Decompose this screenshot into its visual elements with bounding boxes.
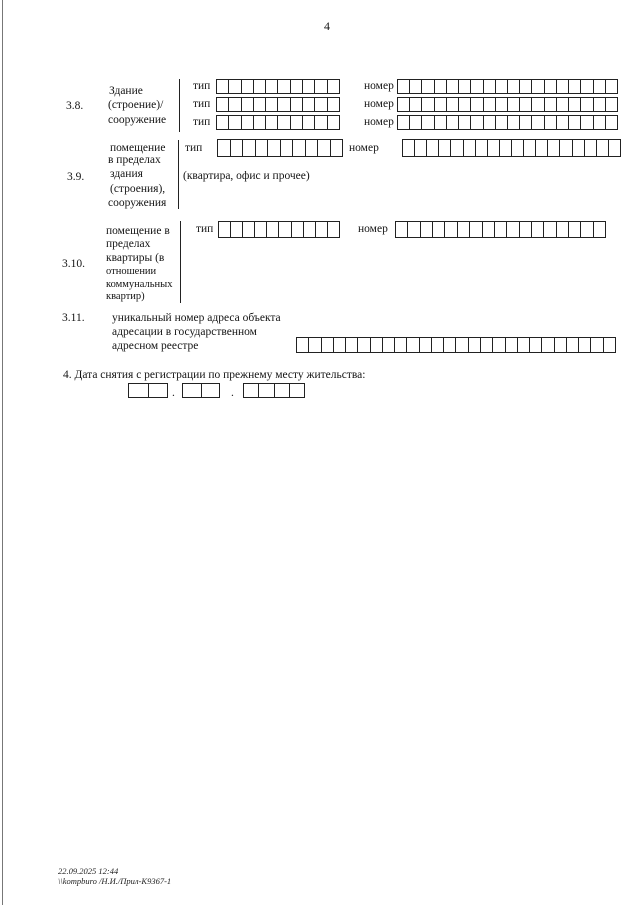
char-cell[interactable] [410,98,422,111]
char-cell[interactable] [470,222,482,237]
char-cell[interactable] [242,80,254,93]
char-cell[interactable] [459,98,471,111]
number-label: номер [364,116,394,128]
building-type-cells-1[interactable] [216,79,340,94]
type-label: тип [185,142,203,154]
char-cell[interactable] [594,98,606,111]
char-cell[interactable] [398,80,410,93]
char-cell[interactable] [231,222,243,237]
char-cell[interactable] [422,116,434,129]
char-cell[interactable] [244,384,259,397]
section-number: 3.8. [66,100,84,112]
char-cell[interactable] [495,222,507,237]
char-cell[interactable] [410,116,422,129]
char-cell[interactable] [403,140,415,156]
number-label: номер [349,142,379,154]
char-cell[interactable] [346,338,358,352]
char-cell[interactable] [217,98,229,111]
section-number: 3.11. [62,312,85,324]
char-cell[interactable] [532,222,544,237]
page-number: 4 [324,19,330,33]
char-cell[interactable] [459,116,471,129]
building-type-cells-2[interactable] [216,97,340,112]
char-cell[interactable] [396,222,408,237]
char-cell[interactable] [481,338,493,352]
char-cell[interactable] [456,338,468,352]
char-cell[interactable] [278,98,290,111]
char-cell[interactable] [432,338,444,352]
section-number: 3.9. [67,171,85,183]
building-number-cells-1[interactable] [397,79,618,94]
date-separator: . [231,387,234,399]
char-cell[interactable] [303,80,315,93]
divider-line [178,140,179,209]
char-cell[interactable] [255,222,267,237]
char-cell[interactable] [229,80,241,93]
char-cell[interactable] [591,338,603,352]
char-cell[interactable] [451,140,463,156]
char-cell[interactable] [306,140,319,156]
section-label-line: адресном реестре [112,340,199,352]
premises-number-cells[interactable] [402,139,621,157]
char-cell[interactable] [536,140,548,156]
char-cell[interactable] [433,222,445,237]
char-cell[interactable] [129,384,149,397]
type-label: тип [193,116,211,128]
divider-line [179,79,180,132]
char-cell[interactable] [297,338,309,352]
char-cell[interactable] [569,98,581,111]
section-label-line: сооружения [108,197,167,209]
char-cell[interactable] [581,98,593,111]
char-cell[interactable] [439,140,451,156]
char-cell[interactable] [530,338,542,352]
char-cell[interactable] [520,116,532,129]
char-cell[interactable] [383,338,395,352]
char-cell[interactable] [334,338,346,352]
char-cell[interactable] [328,98,339,111]
char-cell[interactable] [331,140,343,156]
char-cell[interactable] [291,116,303,129]
char-cell[interactable] [408,222,420,237]
char-cell[interactable] [488,140,500,156]
room-number-cells[interactable] [395,221,606,238]
char-cell[interactable] [410,80,422,93]
char-cell[interactable] [279,222,291,237]
section-label-line: (строение)/ [108,99,164,111]
section-label-line: помещение [110,142,166,154]
char-cell[interactable] [358,338,370,352]
char-cell[interactable] [219,222,231,237]
char-cell[interactable] [520,222,532,237]
char-cell[interactable] [471,116,483,129]
char-cell[interactable] [520,80,532,93]
char-cell[interactable] [395,338,407,352]
section-label-line: квартир) [106,291,145,302]
char-cell[interactable] [371,338,383,352]
char-cell[interactable] [435,98,447,111]
type-label: тип [193,98,211,110]
char-cell[interactable] [266,80,278,93]
char-cell[interactable] [594,80,606,93]
char-cell[interactable] [243,140,256,156]
char-cell[interactable] [315,116,327,129]
char-cell[interactable] [290,384,304,397]
deregistration-date-title: 4. Дата снятия с регистрации по прежнему месту жительства: [63,369,366,381]
char-cell[interactable] [322,338,334,352]
char-cell[interactable] [545,116,557,129]
char-cell[interactable] [422,80,434,93]
char-cell[interactable] [292,222,304,237]
char-cell[interactable] [318,140,331,156]
char-cell[interactable] [398,116,410,129]
char-cell[interactable] [594,116,606,129]
char-cell[interactable] [328,116,339,129]
char-cell[interactable] [483,222,495,237]
char-cell[interactable] [496,116,508,129]
char-cell[interactable] [229,98,241,111]
char-cell[interactable] [447,98,459,111]
char-cell[interactable] [259,384,274,397]
char-cell[interactable] [183,384,202,397]
date-year-cells[interactable] [243,383,305,398]
char-cell[interactable] [242,98,254,111]
char-cell[interactable] [594,222,605,237]
number-label: номер [358,223,388,235]
char-cell[interactable] [606,116,617,129]
char-cell[interactable] [544,222,556,237]
char-cell[interactable] [229,116,241,129]
char-cell[interactable] [420,338,432,352]
number-label: номер [364,98,394,110]
char-cell[interactable] [507,222,519,237]
char-cell[interactable] [447,116,459,129]
char-cell[interactable] [569,222,581,237]
premises-type-hint: (квартира, офис и прочее) [183,170,310,182]
char-cell[interactable] [496,98,508,111]
type-label: тип [193,80,211,92]
building-type-cells-3[interactable] [216,115,340,130]
char-cell[interactable] [254,80,266,93]
char-cell[interactable] [445,222,457,237]
char-cell[interactable] [532,80,544,93]
section-label-line: квартиры (в [106,252,165,264]
document-reference: \\kompburo /Н.И./Прил-К9367-1 [58,876,172,886]
print-timestamp: 22.09.2025 12:44 [58,866,119,876]
char-cell[interactable] [266,116,278,129]
char-cell[interactable] [518,338,530,352]
char-cell[interactable] [484,98,496,111]
char-cell[interactable] [149,384,168,397]
char-cell[interactable] [421,222,433,237]
char-cell[interactable] [281,140,294,156]
char-cell[interactable] [508,98,520,111]
char-cell[interactable] [476,140,488,156]
char-cell[interactable] [557,98,569,111]
char-cell[interactable] [316,222,328,237]
char-cell[interactable] [256,140,269,156]
section-label-line: (строения), [110,183,166,195]
char-cell[interactable] [557,116,569,129]
char-cell[interactable] [268,140,281,156]
char-cell[interactable] [520,98,532,111]
scan-edge-line [2,0,3,905]
char-cell[interactable] [609,140,620,156]
section-label-line: помещение в [106,225,170,237]
char-cell[interactable] [315,80,327,93]
char-cell[interactable] [524,140,536,156]
char-cell[interactable] [557,222,569,237]
char-cell[interactable] [471,98,483,111]
char-cell[interactable] [545,80,557,93]
char-cell[interactable] [512,140,524,156]
char-cell[interactable] [427,140,439,156]
char-cell[interactable] [459,80,471,93]
char-cell[interactable] [291,98,303,111]
char-cell[interactable] [548,140,560,156]
section-number: 3.10. [62,258,85,270]
date-day-cells[interactable] [128,383,168,398]
char-cell[interactable] [291,80,303,93]
char-cell[interactable] [293,140,306,156]
date-separator: . [172,387,175,399]
char-cell[interactable] [532,116,544,129]
building-number-cells-3[interactable] [397,115,618,130]
address-registry-number-cells[interactable] [296,337,616,353]
char-cell[interactable] [506,338,518,352]
char-cell[interactable] [447,80,459,93]
section-label-line: здания [110,168,143,180]
char-cell[interactable] [266,98,278,111]
char-cell[interactable] [278,116,290,129]
char-cell[interactable] [275,384,290,397]
char-cell[interactable] [422,98,434,111]
char-cell[interactable] [508,80,520,93]
section-label-line: адресации в государственном [112,326,257,338]
char-cell[interactable] [217,116,229,129]
section-label-line: коммунальных [106,279,173,290]
room-type-cells[interactable] [218,221,340,238]
section-label-line: уникальный номер адреса объекта [112,312,281,324]
char-cell[interactable] [484,80,496,93]
char-cell[interactable] [581,80,593,93]
char-cell[interactable] [579,338,591,352]
char-cell[interactable] [555,338,567,352]
char-cell[interactable] [469,338,481,352]
char-cell[interactable] [303,98,315,111]
char-cell[interactable] [435,80,447,93]
char-cell[interactable] [231,140,244,156]
char-cell[interactable] [567,338,579,352]
char-cell[interactable] [471,80,483,93]
char-cell[interactable] [218,140,231,156]
char-cell[interactable] [435,116,447,129]
char-cell[interactable] [569,80,581,93]
char-cell[interactable] [464,140,476,156]
char-cell[interactable] [604,338,615,352]
char-cell[interactable] [444,338,456,352]
number-label: номер [364,80,394,92]
char-cell[interactable] [606,98,617,111]
char-cell[interactable] [398,98,410,111]
char-cell[interactable] [557,80,569,93]
char-cell[interactable] [328,80,339,93]
divider-line [180,221,181,303]
char-cell[interactable] [309,338,321,352]
char-cell[interactable] [606,80,617,93]
char-cell[interactable] [560,140,572,156]
char-cell[interactable] [493,338,505,352]
char-cell[interactable] [545,98,557,111]
date-month-cells[interactable] [182,383,220,398]
char-cell[interactable] [217,80,229,93]
section-label-line: сооружение [108,114,167,126]
char-cell[interactable] [202,384,220,397]
section-label-line: в пределах [108,154,161,166]
char-cell[interactable] [328,222,339,237]
char-cell[interactable] [569,116,581,129]
char-cell[interactable] [407,338,419,352]
char-cell[interactable] [542,338,554,352]
char-cell[interactable] [415,140,427,156]
section-label-line: отношении [106,266,157,277]
char-cell[interactable] [581,222,593,237]
section-label-line: пределах [106,238,151,250]
char-cell[interactable] [458,222,470,237]
char-cell[interactable] [303,116,315,129]
char-cell[interactable] [254,116,266,129]
char-cell[interactable] [500,140,512,156]
char-cell[interactable] [304,222,316,237]
char-cell[interactable] [597,140,609,156]
char-cell[interactable] [267,222,279,237]
building-number-cells-2[interactable] [397,97,618,112]
char-cell[interactable] [581,116,593,129]
char-cell[interactable] [315,98,327,111]
char-cell[interactable] [242,116,254,129]
char-cell[interactable] [573,140,585,156]
type-label: тип [196,223,214,235]
char-cell[interactable] [508,116,520,129]
char-cell[interactable] [585,140,597,156]
char-cell[interactable] [254,98,266,111]
char-cell[interactable] [532,98,544,111]
char-cell[interactable] [278,80,290,93]
char-cell[interactable] [484,116,496,129]
char-cell[interactable] [243,222,255,237]
premises-type-cells[interactable] [217,139,343,157]
section-label-line: Здание [109,85,143,97]
char-cell[interactable] [496,80,508,93]
